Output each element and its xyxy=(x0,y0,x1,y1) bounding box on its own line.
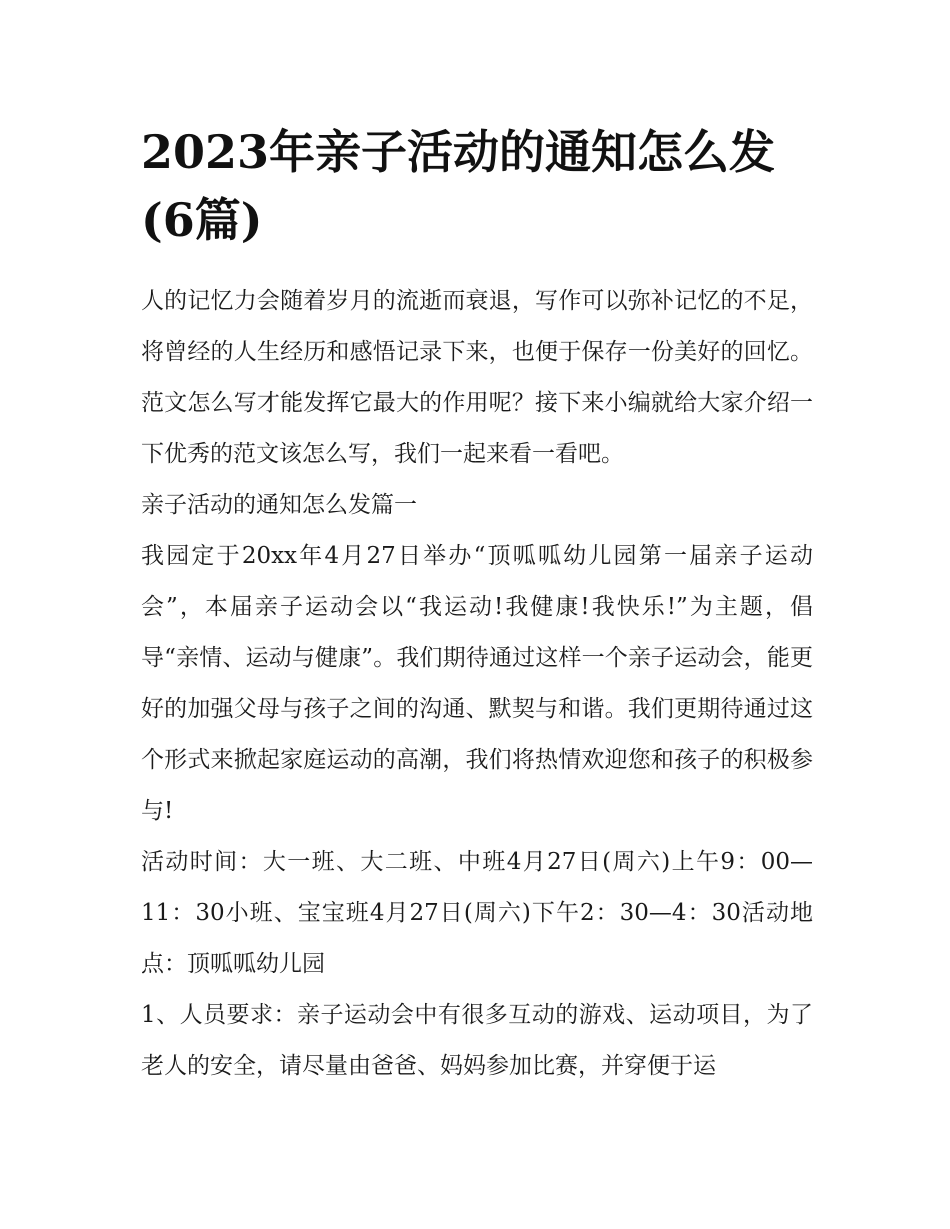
body-paragraph: 我园定于20xx年4月27日举办“顶呱呱幼儿园第一届亲子运动会”，本届亲子运动会以“我运动!我健康!我快乐!”为主题，倡导“亲情、运动与健康”。我们期待通过这样一个亲子运动会，能更好的加强父母与孩子之间的沟通、默契与和谐。我们更期待通过这个形式来掀起家庭运动的高潮，我们将热情欢迎您和孩子的积极参与! xyxy=(141,543,813,824)
intro-paragraph: 人的记忆力会随着岁月的流逝而衰退，写作可以弥补记忆的不足，将曾经的人生经历和感悟记录下来，也便于保存一份美好的回忆。范文怎么写才能发挥它最大的作用呢？接下来小编就给大家介绍一下优秀的范文该怎么写，我们一起来看一看吧。 xyxy=(141,288,813,467)
document-title: 2023年亲子活动的通知怎么发(6篇) xyxy=(141,125,776,247)
document-page xyxy=(141,118,813,1092)
schedule-paragraph: 活动时间：大一班、大二班、中班4月27日(周六)上午9：00—11：30小班、宝宝班4月27日(周六)下午2：30—4：30活动地点：顶呱呱幼儿园 xyxy=(141,849,813,977)
requirement-paragraph: 1、人员要求：亲子运动会中有很多互动的游戏、运动项目，为了老人的安全，请尽量由爸爸、妈妈参加比赛，并穿便于运 xyxy=(141,1002,813,1079)
section-heading: 亲子活动的通知怎么发篇一 xyxy=(141,492,417,518)
document-content xyxy=(141,276,813,1092)
